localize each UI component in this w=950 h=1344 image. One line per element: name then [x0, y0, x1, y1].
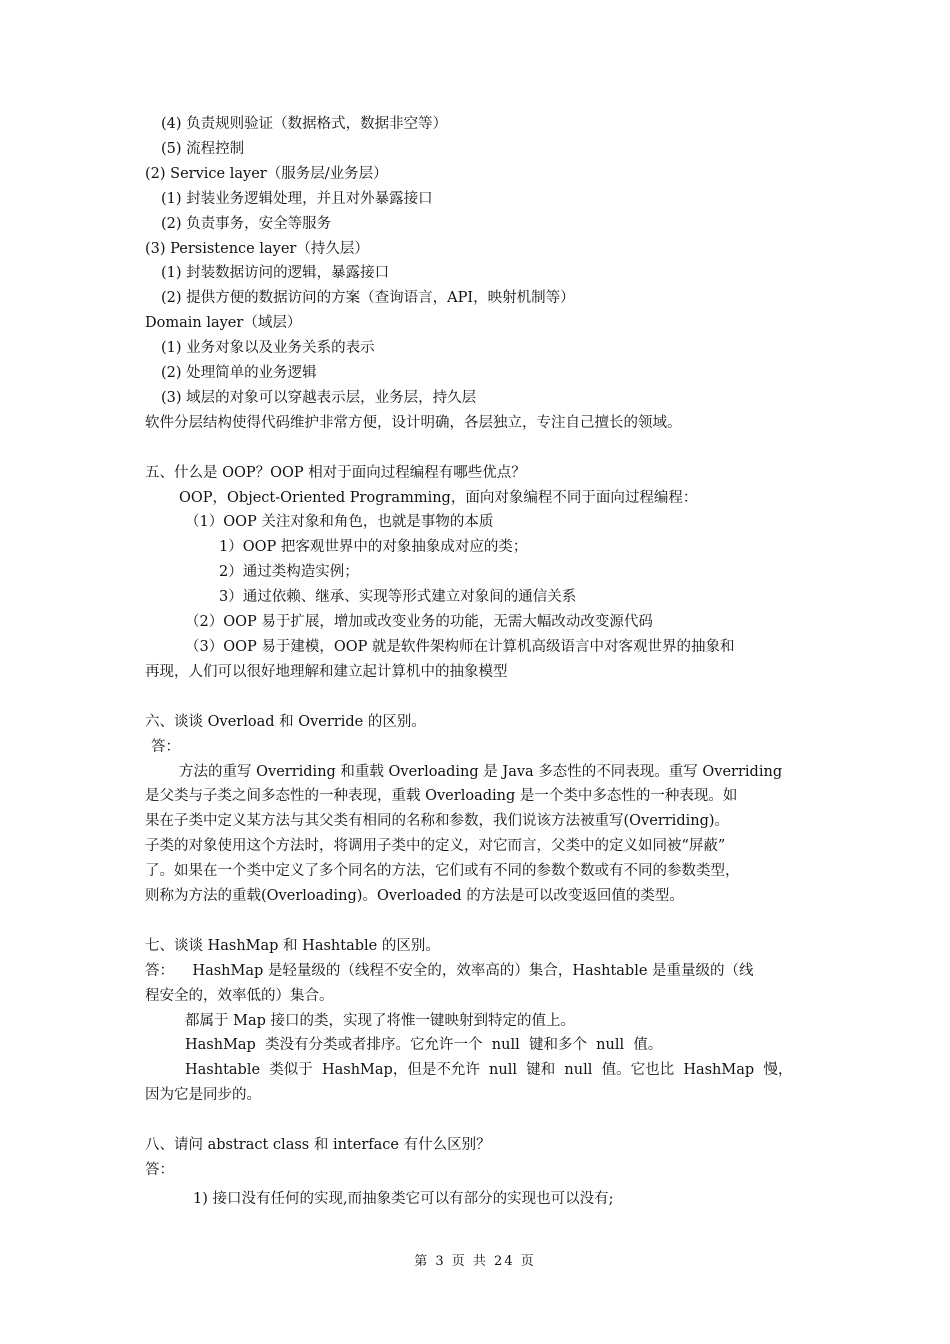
- paragraph-line: Hashtable 类似于 HashMap，但是不允许 null 键和 null 值。它也比 HashMap 慢，: [185, 1062, 793, 1079]
- spacer: [145, 1108, 808, 1133]
- paragraph-line: 则称为方法的重载(Overloading)。Overloaded 的方法是可以改变返回值的类型。: [145, 888, 684, 905]
- paragraph-line: HashMap 类没有分类或者排序。它允许一个 null 键和多个 null 值。: [185, 1037, 663, 1054]
- question-title: 五、什么是 OOP？OOP 相对于面向过程编程有哪些优点？: [145, 464, 526, 481]
- paragraph-line: 都属于 Map 接口的类，实现了将惟一键映射到特定的值上。: [185, 1012, 575, 1029]
- question-title: 六、谈谈 Overload 和 Override 的区别。: [145, 713, 426, 730]
- list-item: (1) 封装业务逻辑处理，并且对外暴露接口: [161, 190, 433, 207]
- answer-label: 答：: [145, 1162, 174, 1178]
- section-heading: (2) Service layer（服务层/业务层）: [145, 165, 388, 182]
- list-item: (1) 业务对象以及业务关系的表示: [161, 340, 375, 357]
- question-title: 八、请问 abstract class 和 interface 有什么区别？: [145, 1137, 491, 1154]
- paragraph-line: 答： HashMap 是轻量级的（线程不安全的，效率高的）集合，Hashtable 是重量级的（线: [145, 962, 754, 979]
- list-item: （1）OOP 关注对象和角色，也就是事物的本质: [185, 514, 494, 531]
- document-body: [145, 112, 808, 1212]
- list-item: 1) 接口没有任何的实现,而抽象类它可以有部分的实现也可以没有;: [193, 1190, 614, 1207]
- paragraph-line: 程安全的，效率低的）集合。: [145, 987, 334, 1004]
- spacer: [145, 685, 808, 710]
- paragraph-line: 子类的对象使用这个方法时，将调用子类中的定义，对它而言，父类中的定义如同被“屏蔽”: [145, 838, 726, 855]
- list-item: （2）OOP 易于扩展，增加或改变业务的功能，无需大幅改动改变源代码: [185, 614, 653, 631]
- spacer: [145, 436, 808, 461]
- paragraph: 软件分层结构使得代码维护非常方便，设计明确，各层独立，专注自己擅长的领域。: [145, 414, 682, 431]
- paragraph: OOP，Object-Oriented Programming，面向对象编程不同于面向过程编程：: [179, 489, 698, 506]
- list-item: (3) 域层的对象可以穿越表示层，业务层，持久层: [161, 389, 477, 406]
- paragraph: 再现，人们可以很好地理解和建立起计算机中的抽象模型: [145, 663, 508, 680]
- paragraph-line: 了。如果在一个类中定义了多个同名的方法，它们或有不同的参数个数或有不同的参数类型，: [145, 863, 740, 880]
- list-item: (2) 处理简单的业务逻辑: [161, 365, 317, 382]
- list-item: (2) 提供方便的数据访问的方案（查询语言，API，映射机制等）: [161, 290, 575, 307]
- question-title: 七、谈谈 HashMap 和 Hashtable 的区别。: [145, 937, 440, 954]
- paragraph-line: 方法的重写 Overriding 和重载 Overloading 是 Java 多态性的不同表现。重写 Overriding: [179, 763, 783, 780]
- section-heading: Domain layer（域层）: [145, 315, 302, 332]
- section-heading: (3) Persistence layer（持久层）: [145, 240, 369, 257]
- list-item: (2) 负责事务，安全等服务: [161, 215, 332, 232]
- list-item: （3）OOP 易于建模，OOP 就是软件架构师在计算机高级语言中对客观世界的抽象和: [185, 639, 735, 656]
- list-item: (1) 封装数据访问的逻辑，暴露接口: [161, 265, 390, 282]
- list-item: (4) 负责规则验证（数据格式，数据非空等）: [161, 116, 448, 132]
- paragraph-line: 果在子类中定义某方法与其父类有相同的名称和参数，我们说该方法被重写(Overriding)。: [145, 813, 730, 830]
- answer-label: 答：: [151, 738, 180, 755]
- page-footer: 第 3 页 共 24 页: [414, 1254, 536, 1269]
- list-item: 1）OOP 把客观世界中的对象抽象成对应的类；: [219, 539, 528, 556]
- list-item: (5) 流程控制: [161, 140, 245, 157]
- paragraph-line: 是父类与子类之间多态性的一种表现，重载 Overloading 是一个类中多态性的一种表现。如: [145, 788, 738, 805]
- paragraph-line: 因为它是同步的。: [145, 1087, 261, 1104]
- list-item: 3）通过依赖、继承、实现等形式建立对象间的通信关系: [219, 589, 577, 606]
- spacer: [145, 909, 808, 934]
- list-item: 2）通过类构造实例；: [219, 564, 359, 581]
